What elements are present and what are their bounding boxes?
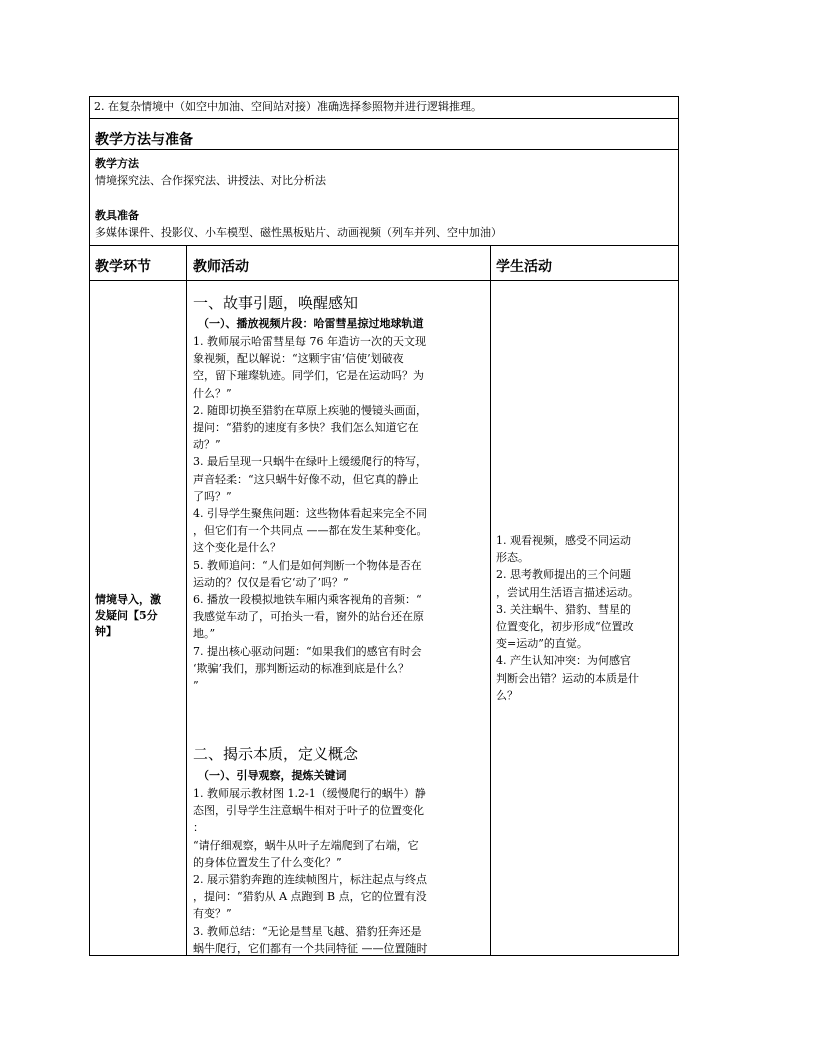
tools-heading: 教具准备 xyxy=(95,209,139,222)
stage-line: 发疑问【5分 xyxy=(95,609,158,622)
stage-cell xyxy=(95,592,161,640)
teacher-line: 了吗？” xyxy=(193,489,232,503)
teacher-line: 1. 教师展示哈雷彗星每 76 年造访一次的天文现 xyxy=(193,335,426,348)
student-line: 位置变化，初步形成“位置改 xyxy=(496,620,634,634)
section2-subtitle: （一）、引导观察，提炼关键词 xyxy=(198,769,347,782)
section1-body xyxy=(193,333,428,694)
methods-title: 教学方法与准备 xyxy=(95,132,193,148)
teacher-line: 声音轻柔：“这只蜗牛好像不动，但它真的静止 xyxy=(193,472,419,486)
objective-text: 2. 在复杂情境中（如空中加油、空间站对接）准确选择参照物并进行逻辑推理。 xyxy=(94,100,482,113)
header-student: 学生活动 xyxy=(496,259,552,275)
teacher-line: 2. 随即切换至猎豹在草原上疾驰的慢镜头画面， xyxy=(193,403,427,417)
teacher-line: 3. 教师总结：“无论是彗星飞越、猎豹狂奔还是 xyxy=(193,924,422,938)
row-divider xyxy=(90,118,678,119)
method-text: 情境探究法、合作探究法、讲授法、对比分析法 xyxy=(95,174,326,187)
student-activities xyxy=(496,532,639,704)
teacher-line: 态图，引导学生注意蜗牛相对于叶子的位置变化 xyxy=(193,804,424,818)
section2-body xyxy=(193,785,428,957)
student-line: 变=运动”的直觉。 xyxy=(496,637,588,651)
section2-title: 二、揭示本质，定义概念 xyxy=(193,745,359,763)
teacher-line: 5. 教师追问：“人们是如何判断一个物体是否在 xyxy=(193,558,422,572)
teacher-line: ‘欺骗’我们，那判断运动的标准到底是什么？ xyxy=(193,661,409,675)
row-divider xyxy=(90,245,678,246)
teacher-line: 我感觉车动了，可抬头一看，窗外的站台还在原 xyxy=(193,610,424,624)
student-line: 3. 关注蜗牛、猎豹、彗星的 xyxy=(496,602,631,616)
teacher-line: 2. 展示猎豹奔跑的连续帧图片，标注起点与终点 xyxy=(193,873,427,887)
teacher-line: 这个变化是什么？ xyxy=(193,541,281,555)
student-line: 形态。 xyxy=(496,551,529,565)
column-divider xyxy=(186,245,187,955)
teacher-line: 蜗牛爬行，它们都有一个共同特征 ——位置随时 xyxy=(193,941,428,955)
teacher-line: 空，留下璀璨轨迹。同学们，它是在运动吗？为 xyxy=(193,369,424,383)
student-line: 判断会出错？运动的本质是什 xyxy=(496,671,639,685)
teacher-line: 4. 引导学生聚焦问题：这些物体看起来完全不同 xyxy=(193,507,427,521)
teacher-line: 的身体位置发生了什么变化？” xyxy=(193,855,342,869)
student-line: 4. 产生认知冲突：为何感官 xyxy=(496,654,631,668)
teacher-line: 有变？” xyxy=(193,907,232,921)
student-line: 2. 思考教师提出的三个问题 xyxy=(496,568,631,582)
header-stage: 教学环节 xyxy=(95,259,151,275)
teacher-line: 什么？” xyxy=(193,386,232,400)
student-line: 么？ xyxy=(496,688,518,702)
teacher-line: ，提问：“猎豹从 A 点跑到 B 点，它的位置有没 xyxy=(193,890,427,904)
column-divider xyxy=(490,245,491,955)
stage-line: 情境导入，激 xyxy=(95,593,161,606)
header-teacher: 教师活动 xyxy=(193,259,249,275)
teacher-line: 地。” xyxy=(193,627,216,641)
teacher-line: “请仔细观察，蜗牛从叶子左端爬到了右端，它 xyxy=(193,838,419,852)
teacher-line: 动？” xyxy=(193,438,221,452)
teacher-line: 3. 最后呈现一只蜗牛在绿叶上缓缓爬行的特写， xyxy=(193,455,427,469)
teacher-line: 7. 提出核心驱动问题：“如果我们的感官有时会 xyxy=(193,644,422,658)
student-line: ，尝试用生活语言描述运动。 xyxy=(496,585,639,599)
student-line: 1. 观看视频，感受不同运动 xyxy=(496,534,631,547)
teacher-line: ： xyxy=(193,821,204,835)
teacher-line: 运动的？仅仅是看它‘动了’吗？” xyxy=(193,575,349,589)
teacher-line: 1. 教师展示教材图 1.2-1（缓慢爬行的蜗牛）静 xyxy=(193,787,426,800)
teacher-line: ” xyxy=(193,679,199,693)
section1-title: 一、故事引题，唤醒感知 xyxy=(193,294,359,312)
teacher-line: 提问：“猎豹的速度有多快？我们怎么知道它在 xyxy=(193,421,419,435)
section1-subtitle: （一）、播放视频片段：哈雷彗星掠过地球轨道 xyxy=(198,317,424,330)
method-heading: 教学方法 xyxy=(95,157,139,170)
stage-line: 钟】 xyxy=(95,625,117,638)
teacher-line: 6. 播放一段模拟地铁车厢内乘客视角的音频：“ xyxy=(193,593,422,607)
tools-text: 多媒体课件、投影仪、小车模型、磁性黑板贴片、动画视频（列车并列、空中加油） xyxy=(95,226,502,239)
teacher-line: ，但它们有一个共同点 ——都在发生某种变化。 xyxy=(193,524,428,538)
teacher-line: 象视频，配以解说：“这颗宇宙‘信使’划破夜 xyxy=(193,352,404,366)
row-divider xyxy=(90,280,678,281)
